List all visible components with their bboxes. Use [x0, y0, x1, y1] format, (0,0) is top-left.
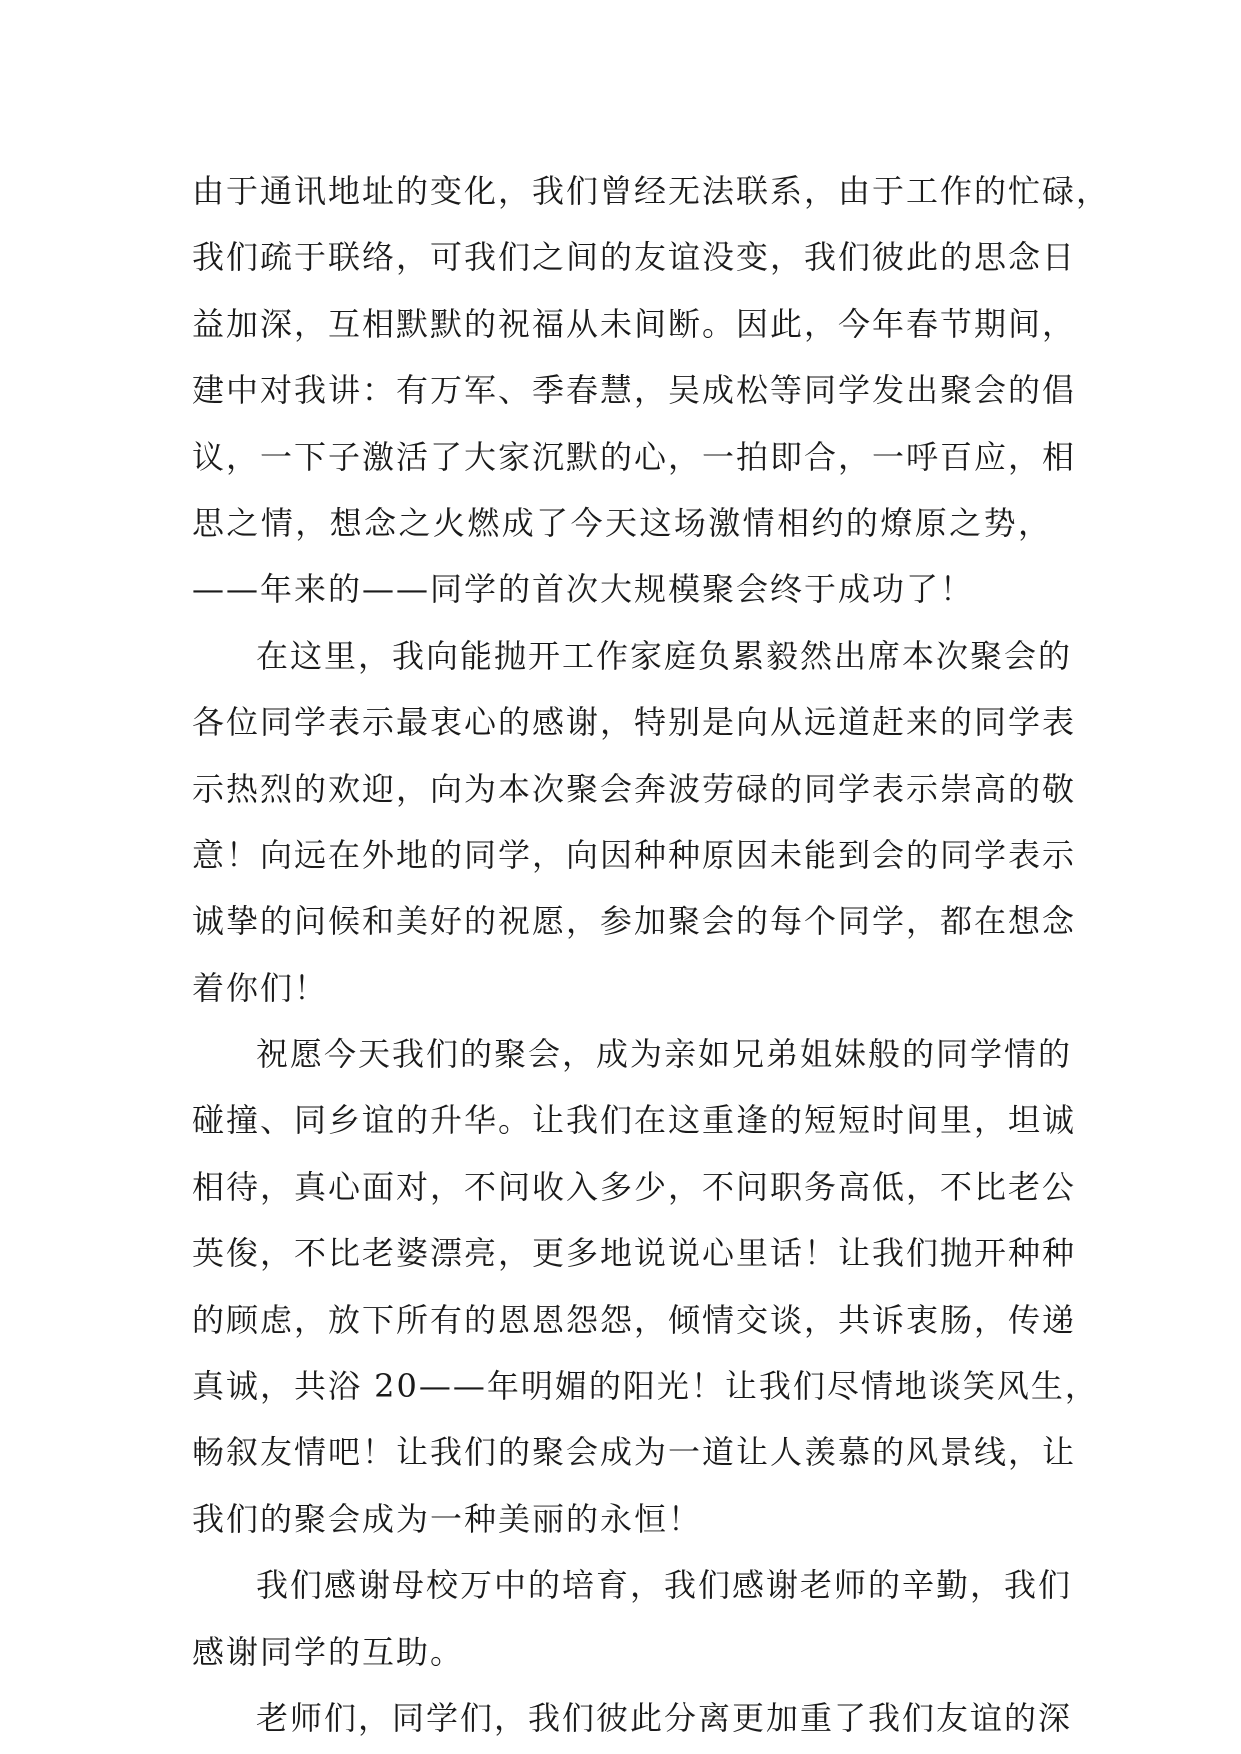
paragraph-first-line: 老师们，同学们，我们彼此分离更加重了我们友谊的深	[256, 1698, 1073, 1737]
text-line: 思之情，想念之火燃成了今天这场激情相约的燎原之势，	[192, 503, 1052, 542]
text-line: 的顾虑，放下所有的恩恩怨怨，倾情交谈，共诉衷肠，传递	[192, 1300, 1077, 1339]
paragraph-first-line: 在这里，我向能抛开工作家庭负累毅然出席本次聚会的	[256, 636, 1073, 675]
text-line: 意！向远在外地的同学，向因种种原因未能到会的同学表示	[192, 835, 1077, 874]
text-line: 由于通讯地址的变化，我们曾经无法联系，由于工作的忙碌，	[192, 172, 1111, 210]
text-line: 我们的聚会成为一种美丽的永恒！	[192, 1499, 703, 1538]
text-line: 英俊，不比老婆漂亮，更多地说说心里话！让我们抛开种种	[192, 1234, 1077, 1273]
text-line: 示热烈的欢迎，向为本次聚会奔波劳碌的同学表示崇高的敬	[192, 769, 1077, 808]
paragraph-first-line: 祝愿今天我们的聚会，成为亲如兄弟姐妹般的同学情的	[256, 1035, 1073, 1074]
paragraph-first-line: 我们感谢母校万中的培育，我们感谢老师的辛勤，我们	[256, 1566, 1073, 1605]
text-line: 各位同学表示最衷心的感谢，特别是向从远道赶来的同学表	[192, 703, 1077, 742]
text-line: 畅叙友情吧！让我们的聚会成为一道让人羡慕的风景线，让	[192, 1433, 1077, 1472]
text-line: 相待，真心面对，不问收入多少，不问职务高低，不比老公	[192, 1167, 1077, 1206]
text-line: 诚挚的问候和美好的祝愿，参加聚会的每个同学，都在想念	[192, 902, 1077, 941]
text-line: 碰撞、同乡谊的升华。让我们在这重逢的短短时间里，坦诚	[192, 1101, 1077, 1140]
text-line: 益加深，互相默默的祝福从未间断。因此，今年春节期间，	[192, 304, 1077, 343]
text-line: ——年来的——同学的首次大规模聚会终于成功了！	[192, 570, 975, 609]
text-line: 着你们！	[192, 968, 329, 1007]
text-line: 我们疏于联络，可我们之间的友谊没变，我们彼此的思念日	[192, 238, 1077, 277]
text-line: 议，一下子激活了大家沉默的心，一拍即合，一呼百应，相	[192, 437, 1077, 476]
text-line: 感谢同学的互助。	[192, 1632, 465, 1671]
document-body	[192, 158, 1111, 1751]
text-line: 真诚，共浴 20——年明媚的阳光！让我们尽情地谈笑风生，	[192, 1367, 1099, 1406]
text-line: 建中对我讲：有万军、季春慧，吴成松等同学发出聚会的倡	[192, 371, 1077, 410]
